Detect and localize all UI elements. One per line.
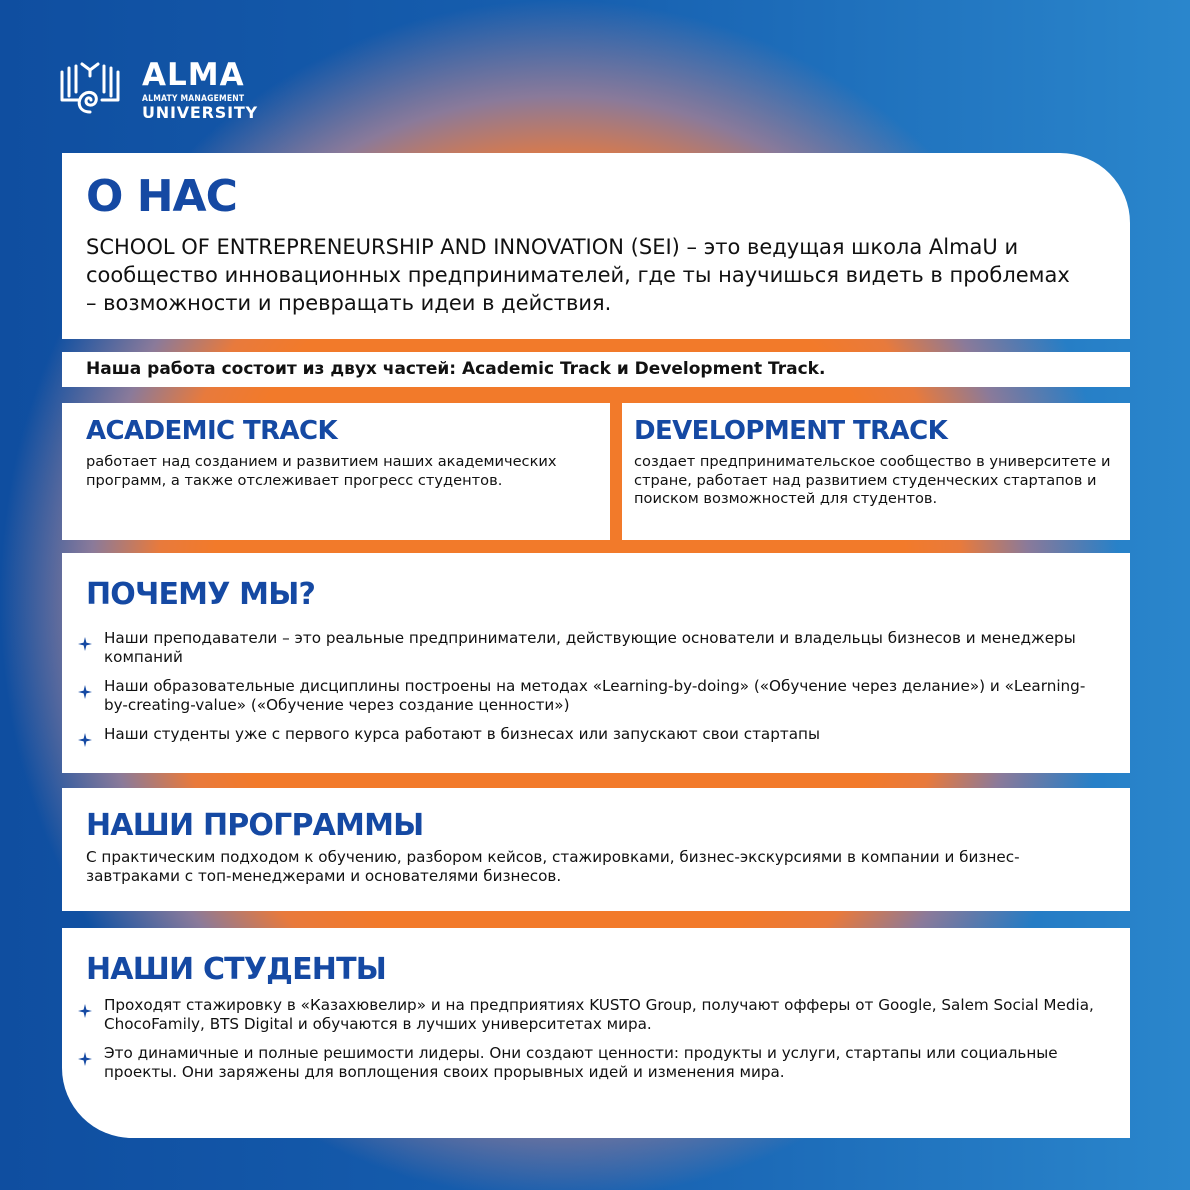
students-card [62, 928, 1130, 1138]
brand-subtitle: ALMATY MANAGEMENT [142, 94, 245, 104]
brand-name: ALMA [142, 57, 245, 93]
about-text: SCHOOL OF ENTREPRENEURSHIP AND INNOVATION (SEI) – это ведущая школа AlmaU и сообщество инновационных предпринимателей, где ты научишься видеть в проблемах – возможности и превращать идеи в действия. [86, 235, 1070, 315]
academic-track-card [62, 403, 610, 540]
list-item-text: Проходят стажировку в «Казахювелир» и на предприятиях KUSTO Group, получают офферы от Google, Salem Social Media, ChocoFamily, BTS Digital и обучаются в лучших университетах мира. [104, 996, 1094, 1033]
sparkle-bullet-icon [78, 733, 92, 747]
academic-track-title: ACADEMIC TRACK [86, 416, 338, 446]
list-item-text: Наши преподаватели – это реальные предприниматели, действующие основатели и владельцы бизнесов и менеджеры компаний [104, 629, 1076, 666]
list-item [78, 1044, 1098, 1082]
programs-card [62, 788, 1130, 911]
list-item [78, 677, 1098, 715]
programs-title: НАШИ ПРОГРАММЫ [86, 808, 424, 843]
development-track-title: DEVELOPMENT TRACK [634, 416, 948, 446]
intro-text: Наша работа состоит из двух частей: Academic Track и Development Track. [86, 359, 826, 379]
list-item-text: Это динамичные и полные решимости лидеры. Они создают ценности: продукты и услуги, стартапы или социальные проекты. Они заряжены для воплощения своих прорывных идей и изменения мира. [104, 1044, 1058, 1081]
development-track-card [622, 403, 1130, 540]
students-title: НАШИ СТУДЕНТЫ [86, 952, 387, 987]
programs-text: С практическим подходом к обучению, разбором кейсов, стажировками, бизнес-экскурсиями в компании и бизнес-завтраками с топ-менеджерами и основателями бизнесов. [86, 848, 1020, 885]
list-item-text: Наши студенты уже с первого курса работают в бизнесах или запускают свои стартапы [104, 725, 820, 743]
sparkle-bullet-icon [78, 1052, 92, 1066]
sparkle-bullet-icon [78, 1004, 92, 1018]
why-us-list [78, 629, 1098, 754]
development-track-text: создает предпринимательское сообщество в университете и стране, работает над развитием студенческих стартапов и поиском возможностей для студентов. [634, 453, 1111, 507]
intro-strip [62, 352, 1130, 387]
about-card [62, 153, 1130, 339]
sparkle-bullet-icon [78, 685, 92, 699]
list-item [78, 725, 1098, 744]
brand-university: UNIVERSITY [142, 103, 258, 122]
list-item [78, 996, 1098, 1034]
about-title: О НАС [86, 171, 237, 222]
academic-track-text: работает над созданием и развитием наших академических программ, а также отслеживает прогресс студентов. [86, 453, 557, 489]
why-us-card [62, 553, 1130, 773]
list-item-text: Наши образовательные дисциплины построены на методах «Learning-by-doing» («Обучение через делание») и «Learning-by-creating-value» («Обучение через создание ценности») [104, 677, 1086, 714]
brand-logo [58, 58, 258, 122]
sparkle-bullet-icon [78, 637, 92, 651]
why-us-title: ПОЧЕМУ МЫ? [86, 577, 316, 612]
book-spiral-logo-icon [58, 62, 122, 118]
list-item [78, 629, 1098, 667]
students-list [78, 996, 1098, 1092]
